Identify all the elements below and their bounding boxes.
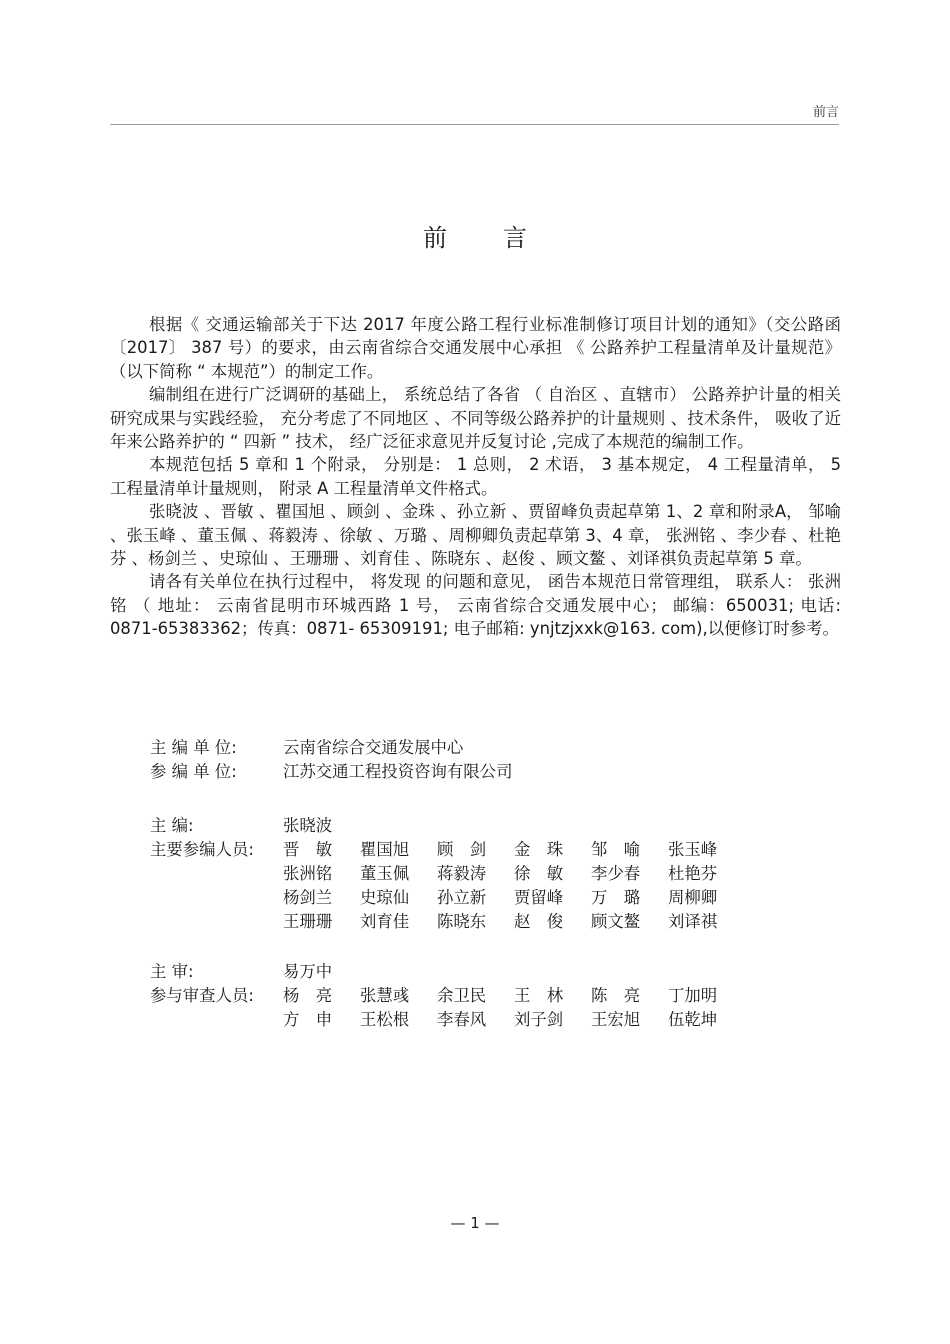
chief-unit-label: 主 编 单 位: — [150, 738, 237, 757]
participating-unit-value: 江苏交通工程投资咨询有限公司 — [283, 762, 513, 781]
person-name: 顾 剑 — [437, 840, 487, 859]
chief-editor-label: 主 编: — [150, 816, 194, 835]
person-name: 王松根 — [360, 1010, 410, 1029]
person-name: 史琼仙 — [360, 888, 410, 907]
person-name: 刘育佳 — [360, 912, 410, 931]
reviewers-row — [150, 984, 745, 1008]
person-name: 邹 喻 — [591, 840, 641, 859]
name-row — [283, 862, 745, 886]
person-name: 余卫民 — [437, 986, 487, 1005]
person-name: 王 林 — [514, 986, 564, 1005]
editors-block — [150, 814, 745, 934]
participating-unit-row — [150, 760, 512, 784]
person-name: 孙立新 — [437, 888, 487, 907]
person-name: 晋 敏 — [283, 840, 333, 859]
person-name: 李少春 — [591, 864, 641, 883]
person-name: 瞿国旭 — [360, 840, 410, 859]
person-name: 刘子剑 — [514, 1010, 564, 1029]
person-name: 杨 亮 — [283, 986, 333, 1005]
person-name: 金 珠 — [514, 840, 564, 859]
person-name: 丁加明 — [668, 986, 718, 1005]
participating-unit-label: 参 编 单 位: — [150, 762, 237, 781]
person-name: 张慧彧 — [360, 986, 410, 1005]
person-name: 蒋毅涛 — [437, 864, 487, 883]
person-name: 杜艳芬 — [668, 864, 718, 883]
chief-reviewer-row — [150, 960, 745, 984]
name-row — [283, 910, 745, 934]
chief-editor-row — [150, 814, 745, 838]
title-char-1: 前 — [423, 224, 447, 252]
person-name: 王珊珊 — [283, 912, 333, 931]
review-block — [150, 960, 745, 1032]
paragraph: 根据《 交通运输部关于下达 2017 年度公路工程行业标准制修订项目计划的通知》（交公路函〔2017〕 387 号）的要求，由云南省综合交通发展中心承担 《 公路养护工程量清单及计量规范》（以下简称 “ 本规范”）的制定工作。 — [110, 315, 841, 381]
units-block — [150, 736, 512, 784]
person-name: 陈 亮 — [591, 986, 641, 1005]
name-row — [283, 1008, 745, 1032]
person-name: 张洲铭 — [283, 864, 333, 883]
running-header: 前言 — [812, 105, 839, 120]
person-name: 杨剑兰 — [283, 888, 333, 907]
reviewers-row — [150, 1008, 745, 1032]
name-row — [283, 984, 745, 1008]
chief-editor-name: 张晓波 — [283, 816, 333, 835]
editors-members-row — [150, 886, 745, 910]
name-row — [283, 886, 745, 910]
person-name: 万 璐 — [591, 888, 641, 907]
person-name: 方 申 — [283, 1010, 333, 1029]
chief-reviewer-name: 易万中 — [283, 962, 333, 981]
person-name: 贾留峰 — [514, 888, 564, 907]
person-name: 伍乾坤 — [668, 1010, 718, 1029]
person-name: 董玉佩 — [360, 864, 410, 883]
person-name: 陈晓东 — [437, 912, 487, 931]
person-name: 周柳卿 — [668, 888, 718, 907]
person-name: 刘译祺 — [668, 912, 718, 931]
person-name: 徐 敏 — [514, 864, 564, 883]
person-name: 顾文鳌 — [591, 912, 641, 931]
paragraph: 张晓波 、晋敏 、瞿国旭 、顾剑 、金珠 、孙立新 、贾留峰负责起草第 1、2 章和附录A， 邹喻 、张玉峰 、董玉佩 、蒋毅涛 、徐敏 、万璐 、周柳卿负责起草第 3、4 章， 张洲铭 、李少春 、杜艳芬 、杨剑兰 、史琼仙 、王珊珊 、刘育佳 、陈晓东 、赵俊 、顾文鳌 、刘译祺负责起草第 5 章。 — [110, 502, 841, 569]
paragraph: 请各有关单位在执行过程中， 将发现 的问题和意见， 函告本规范日常管理组， 联系人： 张洲铭 （ 地址： 云南省昆明市环城西路 1 号， 云南省综合交通发展中心； 邮编：650031; 电话: 0871-65383362；传真：0871- 65309191; 电子邮箱: ynjtzjxxk@163. com),以便修订时参考。 — [110, 572, 841, 639]
paragraph: 本规范包括 5 章和 1 个附录， 分别是： 1 总则， 2 术语， 3 基本规定， 4 工程量清单， 5 工程量清单计量规则， 附录 A 工程量清单文件格式。 — [110, 455, 841, 498]
person-name: 李春风 — [437, 1010, 487, 1029]
person-name: 张玉峰 — [668, 840, 718, 859]
title-char-2: 言 — [503, 224, 527, 252]
editors-members-row — [150, 838, 745, 862]
name-row — [283, 838, 745, 862]
paragraph: 编制组在进行广泛调研的基础上， 系统总结了各省 （ 自治区 、直辖市） 公路养护计量的相关研究成果与实践经验， 充分考虑了不同地区 、不同等级公路养护的计量规则 、技术条件， 吸收了近年来公路养护的 “ 四新 ” 技术， 经广泛征求意见并反复讨论 ,完成了本规范的编制工作。 — [110, 385, 841, 452]
chief-unit-row — [150, 736, 512, 760]
reviewers-label: 参与审查人员: — [150, 986, 254, 1005]
chief-unit-value: 云南省综合交通发展中心 — [283, 738, 464, 757]
editors-members-label: 主要参编人员: — [150, 840, 254, 859]
editors-members-row — [150, 910, 745, 934]
page-title — [0, 218, 950, 253]
header-divider — [110, 124, 839, 125]
page-number: — 1 — — [450, 1214, 500, 1232]
preface-body — [110, 313, 841, 641]
chief-reviewer-label: 主 审: — [150, 962, 194, 981]
person-name: 赵 俊 — [514, 912, 564, 931]
editors-members-row — [150, 862, 745, 886]
person-name: 王宏旭 — [591, 1010, 641, 1029]
